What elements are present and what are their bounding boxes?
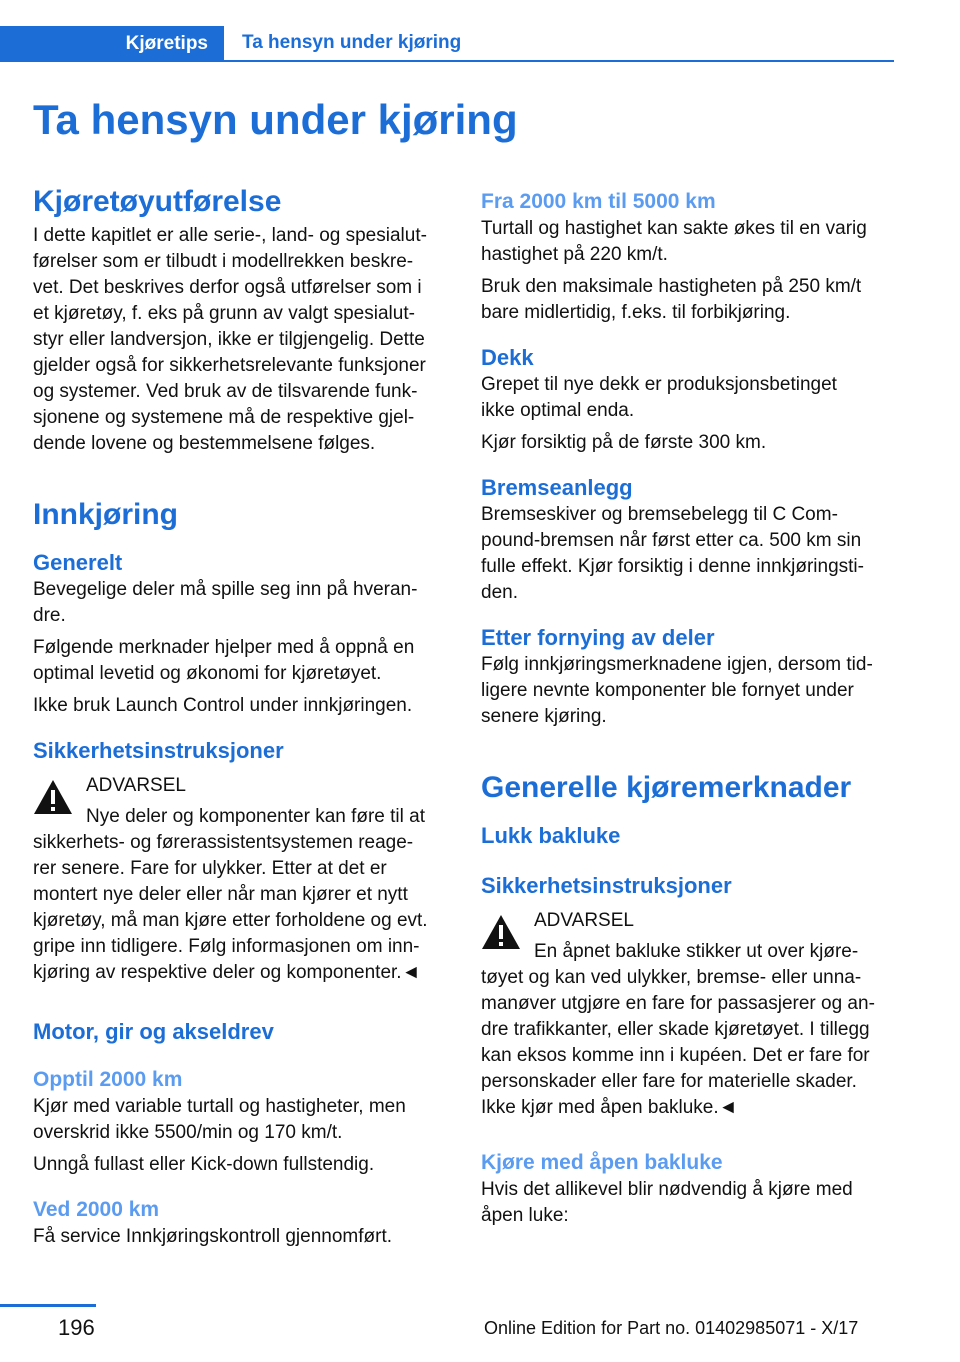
warning-title: ADVARSEL <box>534 910 634 931</box>
text-line: ikke optimal enda. <box>481 400 635 421</box>
text-line: kan eksos komme inn i kupéen. Det er fare for <box>481 1045 870 1066</box>
text-line: senere kjøring. <box>481 706 607 727</box>
text-line: rer senere. Fare for ulykker. Etter at det er <box>33 858 387 879</box>
text-line: Nye deler og komponenter kan føre til at <box>86 806 426 827</box>
sub-subsection-heading: Opptil 2000 km <box>33 1068 183 1091</box>
text-line: og systemer. Ved bruk av de tilsvarende funk- <box>33 381 418 402</box>
subsection-heading: Lukk bakluke <box>481 823 621 848</box>
text-line: Følg innkjøringsmerknadene igjen, dersom tid- <box>481 654 873 675</box>
text-line: montert nye deler eller når man kjører et nytt <box>33 884 408 905</box>
text-line: Ikke kjør med åpen bakluke.◄ <box>481 1097 738 1118</box>
section-heading: Innkjøring <box>33 498 178 531</box>
text-line: dende lovene og bestemmelsene følges. <box>33 433 376 454</box>
header-tab-section[interactable] <box>224 26 894 62</box>
text-line: Kjør med variable turtall og hastigheter, men <box>33 1096 406 1117</box>
text-line: den. <box>481 582 518 603</box>
text-line: Bevegelige deler må spille seg inn på hveran- <box>33 579 418 600</box>
sub-subsection-heading: Ved 2000 km <box>33 1198 160 1221</box>
subsection-heading: Bremseanlegg <box>481 475 633 500</box>
text-line: hastighet på 220 km/t. <box>481 244 668 265</box>
text-line: En åpnet bakluke stikker ut over kjøre- <box>534 941 859 962</box>
text-line: I dette kapitlet er alle serie-, land- og spesialut- <box>33 225 427 246</box>
text-line: styr eller landversjon, ikke er tilgjengelig. Dette <box>33 329 425 350</box>
text-line: gripe inn tidligere. Følg informasjonen om inn- <box>33 936 420 957</box>
text-line: kjøretøy, må man kjøre etter forholdene og evt. <box>33 910 428 931</box>
text-line: Bruk den maksimale hastigheten på 250 km/t <box>481 276 862 297</box>
text-line: førelser som er tilbudt i modellrekken beskre- <box>33 251 414 272</box>
section-heading: Generelle kjøremerknader <box>481 771 852 804</box>
warning-block <box>481 908 897 1121</box>
text-line: Grepet til nye dekk er produksjonsbetinget <box>481 374 837 395</box>
paragraph <box>33 223 449 457</box>
text-line: Hvis det allikevel blir nødvendig å kjøre med <box>481 1179 853 1200</box>
footer-accent-line <box>0 1304 96 1307</box>
paragraph <box>481 1177 897 1229</box>
sub-subsection-heading: Fra 2000 km til 5000 km <box>481 190 716 213</box>
text-line: manøver utgjøre en fare for passasjerer og an- <box>481 993 875 1014</box>
header-tab-label: Kjøretips <box>125 33 208 54</box>
text-line: sjonene og systemene må de respektive gjel- <box>33 407 415 428</box>
paragraph <box>481 652 897 730</box>
paragraph <box>33 577 449 629</box>
text-line: vet. Det beskrives derfor også utførelser som i <box>33 277 422 298</box>
section-heading: Kjøretøyutførelse <box>33 185 282 218</box>
paragraph <box>481 216 897 268</box>
subsection-heading: Etter fornying av deler <box>481 625 715 650</box>
page-number: 196 <box>58 1315 95 1340</box>
text-line: bare midlertidig, f.eks. til forbikjøring. <box>481 302 791 323</box>
sub-subsection-heading: Kjøre med åpen bakluke <box>481 1151 723 1174</box>
right-column <box>481 184 897 1229</box>
header-tab-label: Ta hensyn under kjøring <box>242 32 462 53</box>
subsection-heading: Generelt <box>33 550 123 575</box>
left-column <box>33 184 449 1250</box>
paragraph <box>33 635 449 687</box>
paragraph: Få service Innkjøringskontroll gjennomført. <box>33 1226 393 1247</box>
text-line: sikkerhets- og førerassistentsystemen reage- <box>33 832 414 853</box>
paragraph <box>33 1094 449 1146</box>
paragraph <box>481 274 897 326</box>
subsection-heading: Sikkerhetsinstruksjoner <box>33 738 284 763</box>
text-line: dre. <box>33 605 66 626</box>
text-line: fulle effekt. Kjør forsiktig i denne innkjøringsti- <box>481 556 864 577</box>
text-line: kjøring av respektive deler og komponenter.◄ <box>33 962 421 983</box>
paragraph: Unngå fullast eller Kick-down fullstendig. <box>33 1154 375 1175</box>
text-line: pound-bremsen når først etter ca. 500 km sin <box>481 530 862 551</box>
subsection-heading: Dekk <box>481 345 534 370</box>
subsection-heading: Motor, gir og akseldrev <box>33 1019 274 1044</box>
text-line: dre trafikkanter, eller skade kjøretøyet. I tillegg <box>481 1019 870 1040</box>
text-line: optimal levetid og økonomi for kjøretøyet. <box>33 663 382 684</box>
text-line: Turtall og hastighet kan sakte økes til en varig <box>481 218 867 239</box>
warning-triangle-icon <box>481 914 521 950</box>
text-line: tøyet og kan ved ulykker, bremse- eller unna- <box>481 967 862 988</box>
text-line: gjelder også for sikkerhetsrelevante funksjoner <box>33 355 426 376</box>
text-line: åpen luke: <box>481 1205 569 1226</box>
page-title: Ta hensyn under kjøring <box>33 96 518 143</box>
paragraph: Kjør forsiktig på de første 300 km. <box>481 432 767 453</box>
header-tab-kjoretips[interactable] <box>0 26 224 62</box>
warning-title: ADVARSEL <box>86 775 186 796</box>
text-line: Følgende merknader hjelper med å oppnå en <box>33 637 415 658</box>
paragraph <box>481 372 897 424</box>
text-line: Bremseskiver og bremsebelegg til C Com- <box>481 504 838 525</box>
paragraph: Ikke bruk Launch Control under innkjøringen. <box>33 695 413 716</box>
footer-edition: Online Edition for Part no. 01402985071 - X/17 <box>484 1318 859 1338</box>
text-line: ligere nevnte komponenter ble fornyet under <box>481 680 854 701</box>
paragraph <box>481 502 897 606</box>
text-line: overskrid ikke 5500/min og 170 km/t. <box>33 1122 343 1143</box>
warning-triangle-icon <box>33 779 73 815</box>
text-line: et kjøretøy, f. eks på grunn av valgt spesialut- <box>33 303 415 324</box>
subsection-heading: Sikkerhetsinstruksjoner <box>481 873 732 898</box>
text-line: personskader eller fare for materielle skader. <box>481 1071 857 1092</box>
warning-block <box>33 773 449 986</box>
